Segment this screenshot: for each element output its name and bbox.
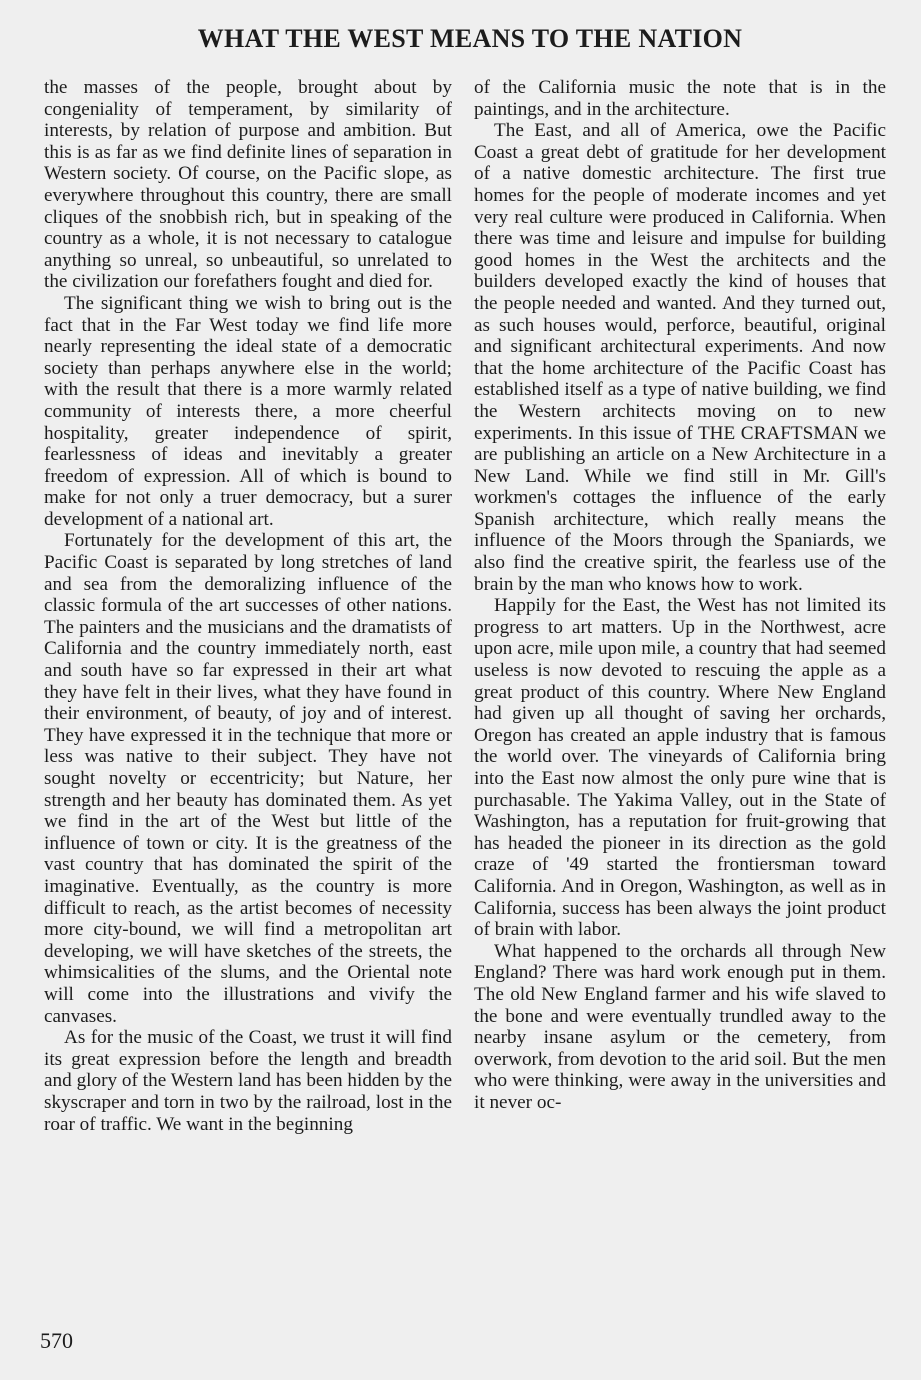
left-column [44, 77, 452, 1317]
paragraph: Fortunately for the development of this art, the Pacific Coast is separated by long stretches of land and sea from the demoralizing influence of the classic formula of the art successes of other nations. The painters and the musicians and the dramatists of California and the country immediately north, east and south have so far expressed in their art what they have felt in their lives, what they have found in their environment, of beauty, of joy and of interest. They have expressed it in the technique that more or less was native to their subject. They have not sought novelty or eccentricity; but Nature, her strength and her beauty has dominated them. As yet we find in the art of the West but little of the influence of town or city. It is the greatness of the vast country that has dominated the spirit of the imaginative. Eventually, as the country is more difficult to reach, as the artist becomes of necessity more city-bound, we will find a metropolitan art developing, we will have sketches of the streets, the whimsicalities of the slums, and the Oriental note will come into the illustrations and vivify the canvases. [44, 530, 452, 1027]
right-column [474, 77, 886, 1317]
paragraph: The significant thing we wish to bring out is the fact that in the Far West today we find life more nearly representing the ideal state of a democratic society than perhaps anywhere else in the world; with the result that there is a more warmly related community of interests there, a more cheerful hospitality, greater independence of spirit, fearlessness of ideas and inevitably a greater freedom of expression. All of which is bound to make for not only a truer democracy, but a surer development of a national art. [44, 292, 452, 530]
paragraph: the masses of the people, brought about by congeniality of temperament, by similarity of interests, by relation of purpose and ambition. But this is as far as we find definite lines of separation in Western society. Of course, on the Pacific slope, as everywhere throughout this country, there are small cliques of the snobbish rich, but in speaking of the country as a whole, it is not necessary to catalogue anything so unreal, so unbeautiful, so unrelated to the civilization our forefathers fought and died for. [44, 77, 452, 293]
paragraph: As for the music of the Coast, we trust it will find its great expression before the length and breadth and glory of the Western land has been hidden by the skyscraper and torn in two by the railroad, lost in the roar of traffic. We want in the beginning [44, 1027, 452, 1135]
paragraph: What happened to the orchards all through New England? There was hard work enough put in them. The old New England farmer and his wife slaved to the bone and were eventually trundled away to the nearby insane asylum or the cemetery, from overwork, from devotion to the arid soil. But the men who were thinking, were away in the universities and it never oc- [474, 940, 886, 1113]
page-number: 570 [40, 1328, 73, 1353]
running-title: WHAT THE WEST MEANS TO THE NATION [197, 24, 743, 53]
paragraph: Happily for the East, the West has not limited its progress to art matters. Up in the Northwest, acre upon acre, mile upon mile, a country that had seemed useless is now devoted to rescuing the apple as a great product of this country. Where New England had given up all thought of saving her orchards, Oregon has created an apple industry that is famous the world over. The vineyards of California bring into the East now almost the only pure wine that is purchasable. The Yakima Valley, out in the State of Washington, has a reputation for fruit-growing that has headed the pioneer in its direction as the gold craze of '49 started the frontiersman toward California. And in Oregon, Washington, as well as in California, success has been always the joint product of brain with labor. [474, 595, 886, 941]
paragraph: of the California music the note that is in the paintings, and in the architecture. [474, 77, 886, 120]
paragraph: The East, and all of America, owe the Pacific Coast a great debt of gratitude for her development of a native domestic architecture. The first true homes for the people of moderate incomes and yet very real culture were produced in California. When there was time and leisure and impulse for building good homes in the West the architects and the builders developed exactly the kind of houses that the people needed and wanted. And they turned out, as such houses would, perforce, beautiful, original and significant architectural experiments. And now that the home architecture of the Pacific Coast has established itself as a type of native building, we find the Western architects moving on to new experiments. In this issue of THE CRAFTSMAN we are publishing an article on a New Architecture in a New Land. While we find still in Mr. Gill's workmen's cottages the influence of the early Spanish architecture, which really means the influence of the Moors through the Spaniards, we also find the creative spirit, the fearless use of the brain by the man who knows how to work. [474, 120, 886, 595]
